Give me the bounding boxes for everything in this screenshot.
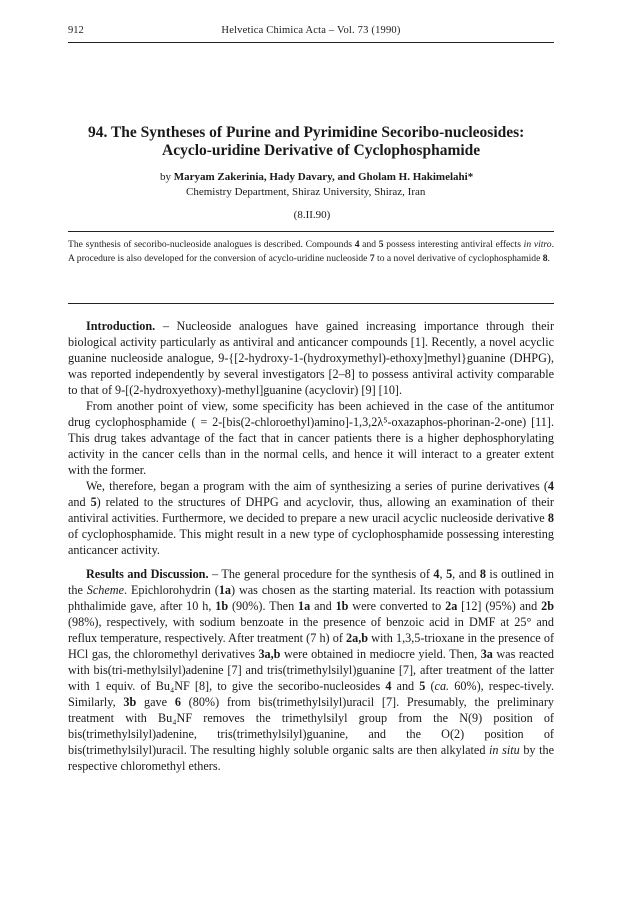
intro-heading: Introduction.	[86, 319, 156, 333]
intro-paragraph-1: Introduction. – Nucleoside analogues have gained increasing importance through their biological activity particularly as antiviral and anticancer compounds [1]. Recently, a novel acyclic guanine nucleoside analogue, 9-{[2-hydroxy-1-(hydroxymethyl)-ethoxy]methyl}guanine (DHPG), was reported independently by several investigators [2–8] to possess antiviral activity comparable to that of 9-[(2-hydroxyethoxy)-methyl]guanine (acyclovir) [9] [10].	[68, 319, 554, 397]
results-paragraph: Results and Discussion. – The general procedure for the synthesis of 4, 5, and 8 is outlined in the Scheme. Epichlorohydrin (1a) was chosen as the starting material. Its reaction with potassium phthalimide gave, after 10 h, 1b (90%). Then 1a and 1b were converted to 2a [12] (95%) and 2b (98%), respectively, with sodium benzoate in the presence of benzoic acid in DMF at 25° and reflux temperature, respectively. After treatment (7 h) of 2a,b with 1,3,5-trioxane in the presence of HCl gas, the chloromethyl derivatives 3a,b were obtained in mediocre yield. Then, 3a was reacted with bis(tri-methylsilyl)adenine [7] and tris(trimethylsilyl)guanine [7], after treatment of the latter with 1 equiv. of Bu₄NF [8], to give the secoribo-nucleosides 4 and 5 (ca. 60%), respec-tively. Similarly, 3b gave 6 (80%) from bis(trimethylsilyl)uracil [7]. Presumably, the preliminary treatment with Bu₄NF removes the trimethylsilyl group from the N(9) position of bis(trimethylsilyl)adenine, tris(trimethylsilyl)guanine, and the O(2) position of bis(trimethylsilyl)uracil. The resulting highly soluble organic salts are then alkylated in situ by the respective chloromethyl ethers.	[68, 567, 554, 773]
results-heading: Results and Discussion.	[86, 567, 209, 581]
intro-paragraph-3: We, therefore, began a program with the aim of synthesizing a series of purine derivatives (4 and 5) related to the structures of DHPG and acyclovir, thus, allowing an examination of their antiviral activities. Furthermore, we decided to prepare a new uracil acyclic nucleoside derivative 8 of cyclophosphamide. This might result in a new type of cyclophosphamide possessing interesting anticancer activity.	[68, 479, 554, 557]
article-title	[88, 124, 548, 160]
page-number: 912	[68, 25, 84, 36]
intro-paragraph-2: From another point of view, some specificity has been achieved in the case of the antitumor drug cyclophosphamide ( = 2-[bis(2-chloroethyl)amino]-1,3,2λ⁵-oxazaphos-phorinan-2-one) [11]. This drug takes advantage of the fact that in cancer patients there is a higher dephosphorylating activity in the cancer cells than in the normal cells, and hence it will interact to a greater extent with the former.	[68, 399, 554, 477]
by-word: by	[160, 171, 171, 183]
author-line	[160, 170, 473, 184]
abstract-bottom-rule	[68, 303, 554, 304]
abstract: The synthesis of secoribo-nucleoside analogues is described. Compounds 4 and 5 possess interesting antiviral effects in vitro. A procedure is also developed for the conversion of acyclo-uridine nucleoside 7 to a novel derivative of cyclophosphamide 8.	[68, 239, 555, 265]
affiliation: Chemistry Department, Shiraz University, Shiraz, Iran	[186, 186, 426, 198]
header-rule	[68, 42, 554, 43]
journal-citation: Helvetica Chimica Acta – Vol. 73 (1990)	[221, 25, 401, 36]
author-names: Maryam Zakerinia, Hady Davary, and Gholam H. Hakimelahi*	[173, 171, 474, 183]
received-date: (8.II.90)	[293, 209, 331, 221]
article-body	[68, 318, 554, 774]
title-line-2: Acyclo-uridine Derivative of Cyclophosphamide	[162, 142, 481, 159]
abstract-top-rule	[68, 231, 554, 232]
title-line-1: 94. The Syntheses of Purine and Pyrimidine Secoribo-nucleosides:	[88, 124, 525, 141]
